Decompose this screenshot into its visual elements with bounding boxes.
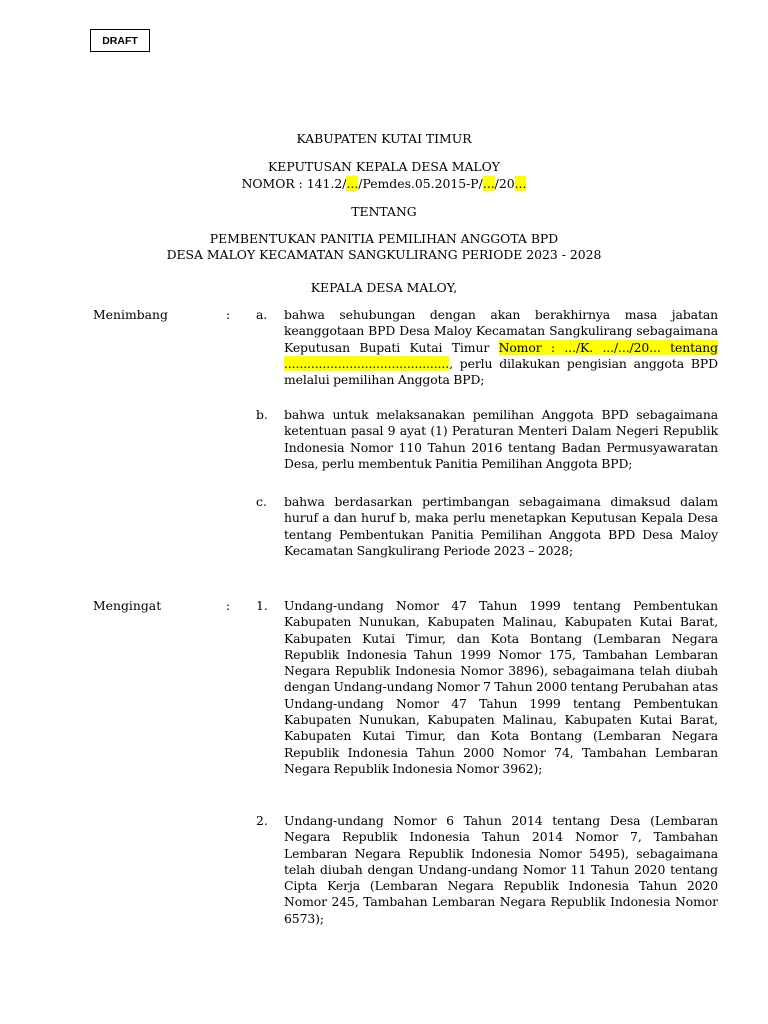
head-of-village-heading: KEPALA DESA MALOY,: [310, 280, 458, 295]
item-text: Undang-undang Nomor 6 Tahun 2014 tentang Desa (Lembaran Negara Republik Indonesia Tahun 2014 Nomor 7, Tambahan Lembaran Negara Republik Indonesia Nomor 5495), sebagaimana telah diubah dengan Undang-undang Nomor 11 Tahun 2020 tentang Cipta Kerja (Lembaran Negara Republik Indonesia Tahun 2020 Nomor 245, Tambahan Lembaran Negara Republik Indonesia Nomor 6573);: [284, 813, 718, 926]
menimbang-label: Menimbang: [93, 307, 168, 322]
mengingat-label: Mengingat: [93, 598, 162, 613]
item-text: [284, 307, 718, 388]
number-placeholder: ...: [514, 176, 527, 191]
item-marker: b.: [256, 407, 268, 422]
decree-heading: KEPUTUSAN KEPALA DESA MALOY: [268, 159, 500, 174]
number-part: /Pemdes.05.2015-P/: [358, 176, 483, 191]
item-marker: a.: [256, 307, 268, 322]
highlighted-placeholder: Nomor : .../K. .../.../20... tentang ...........................................: [284, 339, 718, 371]
item-text: bahwa untuk melaksanakan pemilihan Anggota BPD sebagaimana ketentuan pasal 9 ayat (1) Peraturan Menteri Dalam Negeri Republik Indonesia Nomor 110 Tahun 2016 tentang Badan Permusyawaratan Desa, perlu membentuk Panitia Pemilihan Anggota BPD;: [284, 407, 718, 471]
draft-stamp: DRAFT: [90, 29, 150, 52]
mengingat-colon: :: [226, 598, 231, 613]
item-marker: 1.: [256, 598, 268, 613]
tentang-heading: TENTANG: [351, 204, 417, 219]
decree-number: [0, 176, 768, 192]
number-part: /20: [494, 176, 515, 191]
number-placeholder: ...: [482, 176, 495, 191]
item-text: bahwa berdasarkan pertimbangan sebagaimana dimaksud dalam huruf a dan huruf b, maka perlu menetapkan Keputusan Kepala Desa tentang Pembentukan Panitia Pemilihan Anggota BPD Desa Maloy Kecamatan Sangkulirang Periode 2023 – 2028;: [284, 494, 718, 558]
number-part: NOMOR : 141.2/: [241, 176, 347, 191]
item-marker: c.: [256, 494, 267, 509]
item-marker: 2.: [256, 813, 268, 828]
number-placeholder: ...: [346, 176, 359, 191]
item-text-part: bahwa sehubungan dengan akan berakhirnya masa jabatan keanggotaan BPD Desa Maloy Kecamatan Sangkulirang sebagaimana Keputusan Bupati Kutai Timur: [284, 307, 718, 355]
decree-title-line1: PEMBENTUKAN PANITIA PEMILIHAN ANGGOTA BPD: [209, 231, 559, 246]
item-text: Undang-undang Nomor 47 Tahun 1999 tentang Pembentukan Kabupaten Nunukan, Kabupaten Malinau, Kabupaten Kutai Barat, Kabupaten Kutai Timur, dan Kota Bontang (Lembaran Negara Republik Indonesia Tahun 1999 Nomor 175, Tambahan Lembaran Negara Republik Indonesia Nomor 3896), sebagaimana telah diubah dengan Undang-undang Nomor 7 Tahun 2000 tentang Perubahan atas Undang-undang Nomor 47 Tahun 1999 tentang Pembentukan Kabupaten Nunukan, Kabupaten Malinau, Kabupaten Kutai Barat, Kabupaten Kutai Timur, dan Kota Bontang (Lembaran Negara Republik Indonesia Tahun 2000 Nomor 74, Tambahan Lembaran Negara Republik Indonesia Nomor 3962);: [284, 598, 718, 776]
decree-title-line2: DESA MALOY KECAMATAN SANGKULIRANG PERIODE 2023 - 2028: [166, 247, 602, 262]
item-text-part: , perlu dilakukan pengisian anggota BPD melalui pemilihan Anggota BPD;: [284, 355, 718, 388]
regency-heading: KABUPATEN KUTAI TIMUR: [296, 131, 472, 146]
menimbang-colon: :: [226, 307, 231, 322]
